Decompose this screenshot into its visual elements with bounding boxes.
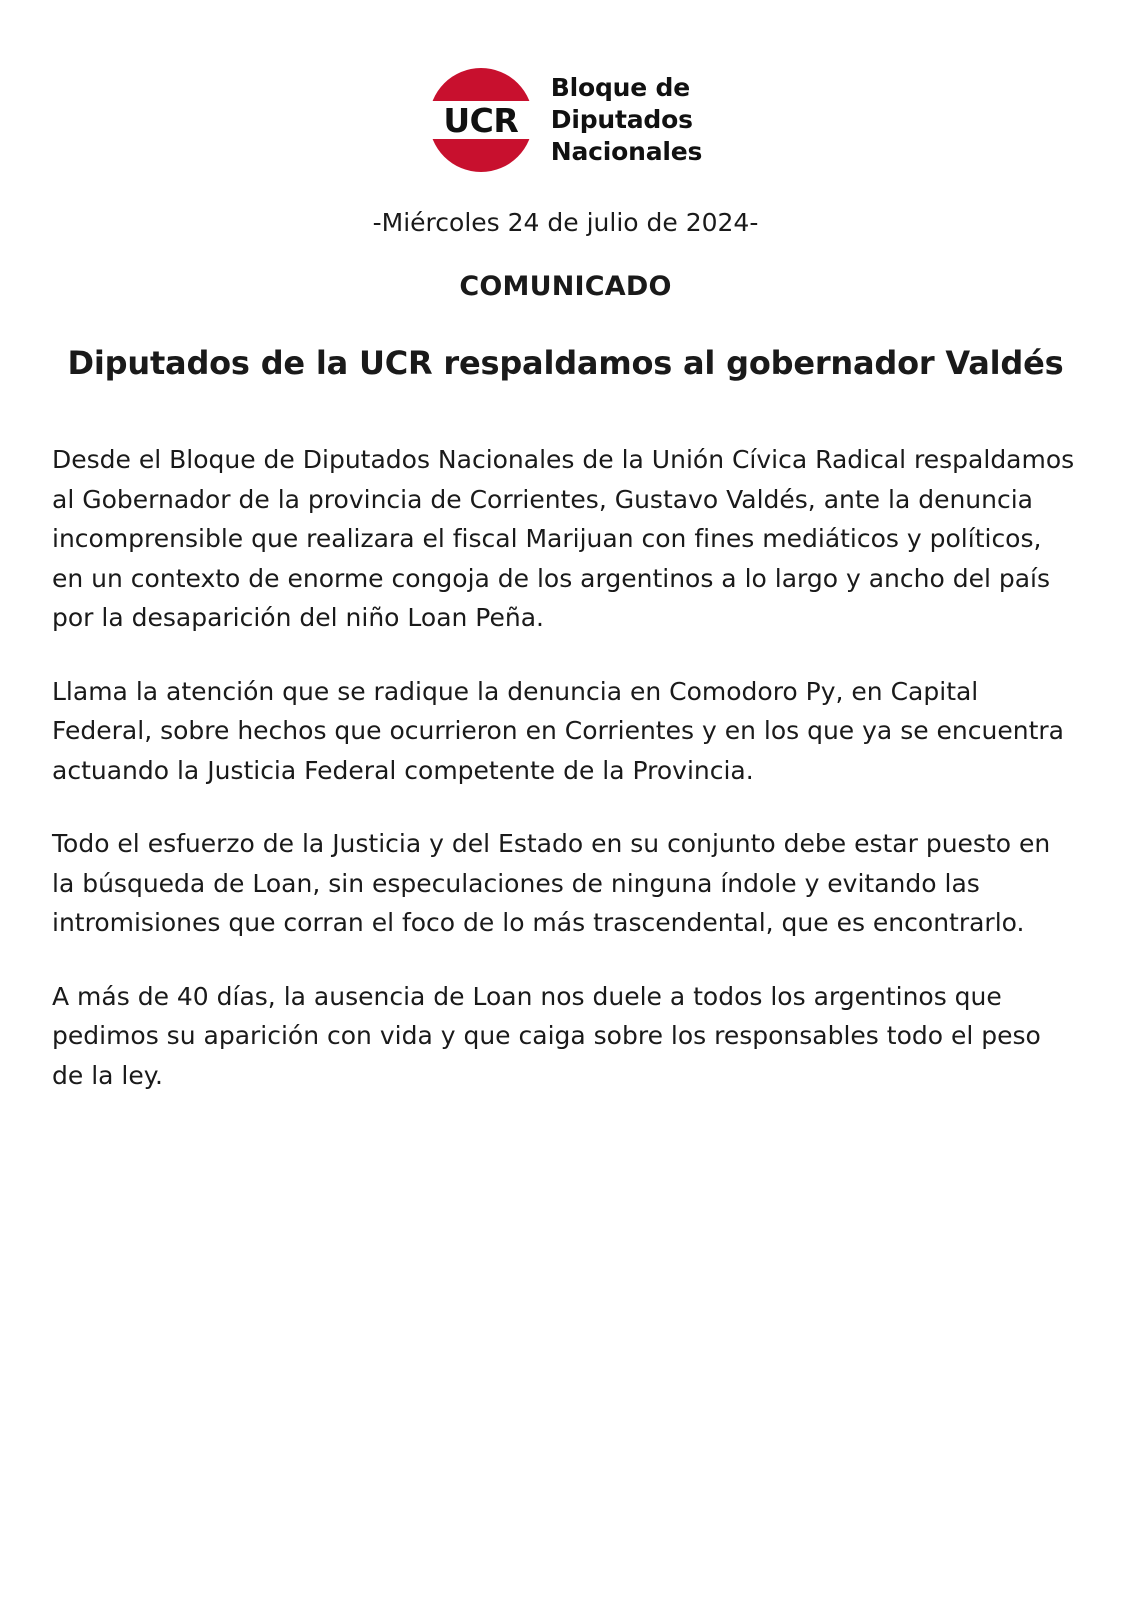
page-title: Diputados de la UCR respaldamos al gobernador Valdés bbox=[67, 344, 1064, 382]
logo-initials: UCR bbox=[443, 100, 519, 140]
body-paragraph: Desde el Bloque de Diputados Nacionales de la Unión Cívica Radical respaldamos al Gobernador de la provincia de Corrientes, Gustavo Valdés, ante la denuncia incomprensible que realizara el fiscal Marijuan con fines mediáticos y políticos, en un contexto de enorme congoja de los argentinos a lo largo y ancho del país por la desaparición del niño Loan Peña. bbox=[52, 445, 1075, 632]
body-paragraph: Llama la atención que se radique la denuncia en Comodoro Py, en Capital Federal, sobre hechos que ocurrieron en Corrientes y en los que ya se encuentra actuando la Justicia Federal competente de la Provincia. bbox=[52, 676, 1064, 785]
document-kicker: COMUNICADO bbox=[459, 271, 672, 302]
organization-name bbox=[551, 72, 702, 168]
organization-name-line-3: Nacionales bbox=[550, 137, 703, 166]
letterhead bbox=[52, 68, 1079, 172]
organization-name-line-1: Bloque de bbox=[550, 73, 690, 102]
logo-wordmark-bar bbox=[417, 101, 545, 139]
body-paragraph: A más de 40 días, la ausencia de Loan nos duele a todos los argentinos que pedimos su aparición con vida y que caiga sobre los responsables todo el peso de la ley. bbox=[52, 981, 1041, 1090]
ucr-logo-icon bbox=[429, 68, 533, 172]
body-paragraph: Todo el esfuerzo de la Justicia y del Estado en su conjunto debe estar puesto en la búsqueda de Loan, sin especulaciones de ninguna índole y evitando las intromisiones que corran el foco de lo más trascendental, que es encontrarlo. bbox=[52, 829, 1051, 937]
document-body bbox=[52, 440, 1079, 1095]
organization-name-line-2: Diputados bbox=[550, 105, 693, 134]
document-date: -Miércoles 24 de julio de 2024- bbox=[372, 208, 759, 237]
